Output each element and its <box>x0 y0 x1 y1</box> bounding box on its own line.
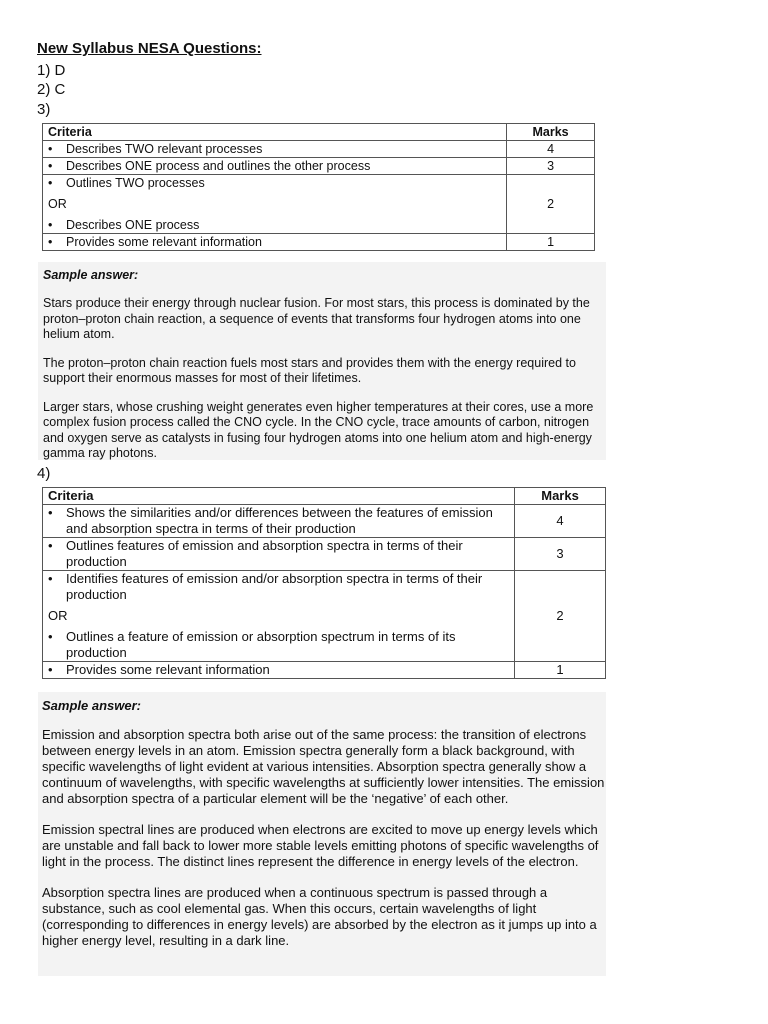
bullet-icon: • <box>48 538 53 553</box>
q3-criteria-table <box>42 123 595 251</box>
marks-cell: 4 <box>515 505 606 538</box>
table-header-row <box>43 124 595 141</box>
q4-criteria-table <box>42 487 606 679</box>
q4-sample-answer <box>38 692 606 976</box>
bullet-icon: • <box>48 505 53 520</box>
sample-paragraph: Stars produce their energy through nuclear fusion. For most stars, this process is dominated by the proton–proton chain reaction, a sequence of events that transforms four hydrogen atoms into one helium atom. <box>43 296 590 341</box>
marks-cell: 2 <box>507 175 595 234</box>
bullet-icon: • <box>48 142 53 156</box>
sample-paragraph: Absorption spectra lines are produced when a continuous spectrum is passed through a substance, such as cool elemental gas. When this occurs, certain wavelengths of light (corresponding to differences in energy levels) are absorbed by the electron as it jumps up into a higher energy level, resulting in a dark line. <box>42 885 597 948</box>
q3-sample-answer <box>38 262 606 460</box>
bullet-icon: • <box>48 176 53 190</box>
marks-cell: 3 <box>515 538 606 571</box>
marks-header: Marks <box>507 124 595 141</box>
criteria-header: Criteria <box>43 488 515 505</box>
sample-paragraph: Emission and absorption spectra both arise out of the same process: the transition of electrons between energy levels in an atom. Emission spectra generally form a black background, with specific wavelengths of light evident at various intensities. Absorption spectra generally show a continuum of wavelengths, with specific wavelengths at sufficiently lower intensities. The emission and absorption spectra of a particular element will be the ‘negative’ of each other. <box>42 727 605 806</box>
sample-answer-heading: Sample answer: <box>43 268 139 282</box>
marks-cell: 2 <box>515 571 606 662</box>
or-label: OR <box>48 197 67 211</box>
table-row: • Outlines TWO processes OR • Describes ONE process 2 <box>43 175 595 234</box>
sample-paragraph: The proton–proton chain reaction fuels most stars and provides them with the energy required to support their enormous masses for most of their lifetimes. <box>43 355 576 385</box>
marks-header: Marks <box>515 488 606 505</box>
or-label: OR <box>48 608 68 623</box>
question-3-label: 3) <box>37 101 51 118</box>
table-row: • Shows the similarities and/or differences between the features of emission and absorption spectra in terms of their production 4 <box>43 505 606 538</box>
table-row: • Identifies features of emission and/or absorption spectra in terms of their production OR • Outlines a feature of emission or absorption spectrum in terms of its production 2 <box>43 571 606 662</box>
bullet-icon: • <box>48 235 53 249</box>
criteria-header: Criteria <box>43 124 507 141</box>
answer-2: 2) C <box>37 81 66 98</box>
table-header-row <box>43 488 606 505</box>
marks-cell: 1 <box>507 234 595 251</box>
bullet-icon: • <box>48 662 53 677</box>
sample-answer-heading: Sample answer: <box>42 698 141 713</box>
marks-cell: 1 <box>515 662 606 679</box>
sample-paragraph: Emission spectral lines are produced when electrons are excited to move up energy levels which are unstable and fall back to lower more stable levels emitting photons of specific wavelengths of light in the process. The distinct lines represent the difference in energy levels of the electron. <box>42 822 599 869</box>
table-row: • Describes TWO relevant processes 4 <box>43 141 595 158</box>
bullet-icon: • <box>48 629 53 644</box>
answer-1: 1) D <box>37 62 66 79</box>
question-4-label: 4) <box>37 465 51 482</box>
page-title: New Syllabus NESA Questions: <box>37 40 262 57</box>
bullet-icon: • <box>48 159 53 173</box>
table-row: • Describes ONE process and outlines the other process 3 <box>43 158 595 175</box>
table-row: • Provides some relevant information 1 <box>43 662 606 679</box>
bullet-icon: • <box>48 571 53 586</box>
marks-cell: 4 <box>507 141 595 158</box>
table-row: • Provides some relevant information 1 <box>43 234 595 251</box>
table-row: • Outlines features of emission and absorption spectra in terms of their production 3 <box>43 538 606 571</box>
sample-paragraph: Larger stars, whose crushing weight generates even higher temperatures at their cores, use a more complex fusion process called the CNO cycle. In the CNO cycle, trace amounts of carbon, nitrogen and oxygen serve as catalysts in fusing four hydrogen atoms into one helium atom and high-energy gamma ray photons. <box>43 399 594 460</box>
bullet-icon: • <box>48 218 53 232</box>
marks-cell: 3 <box>507 158 595 175</box>
